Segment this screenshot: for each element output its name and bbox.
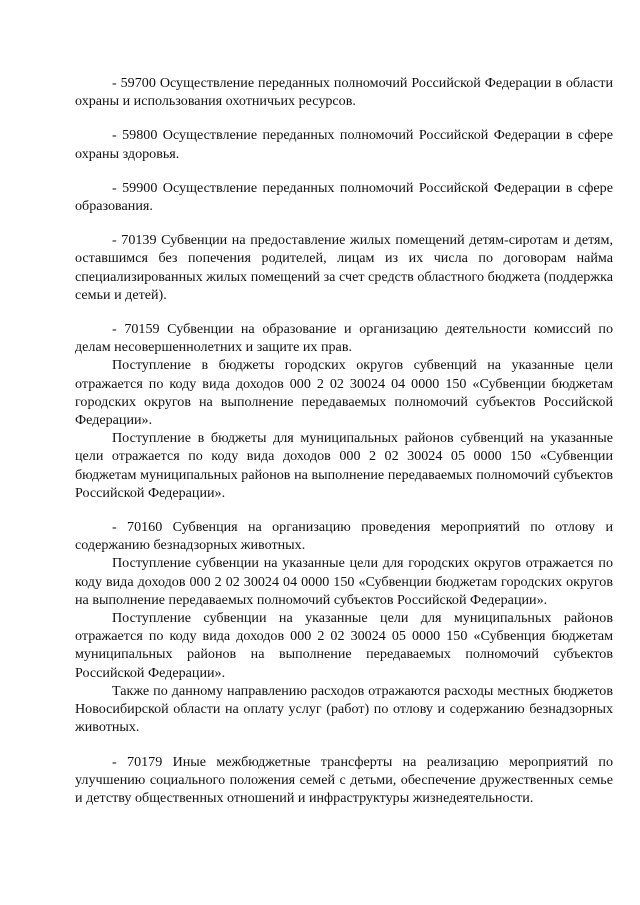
paragraph-70160: - 70160 Субвенция на организацию проведения мероприятий по отлову и содержанию безнадзорных животных. [75,519,613,554]
paragraph-70159-municipal-districts: Поступление в бюджеты для муниципальных районов субвенций на указанные цели отражается по коду вида доходов 000 2 02 30024 05 0000 150 «Субвенции бюджетам муниципальных районов на выполнение передаваемых полномочий субъектов Российской Федерации». [75,430,613,501]
paragraph-70160-urban-districts: Поступление субвенции на указанные цели для городских округов отражается по коду вида доходов 000 2 02 30024 04 0000 150 «Субвенции бюджетам городских округов на выполнение передаваемых полномочий субъектов Российской Федерации». [75,555,613,608]
paragraph-70160-municipal-districts: Поступление субвенции на указанные цели для муниципальных районов отражается по коду вида доходов 000 2 02 30024 05 0000 150 «Субвенция бюджетам муниципальных районов на выполнение передаваемых полномочий субъектов Российской Федерации». [75,610,613,681]
paragraph-59900: - 59900 Осуществление переданных полномочий Российской Федерации в сфере образования. [75,179,613,215]
paragraph-70160-local-budgets: Также по данному направлению расходов отражаются расходы местных бюджетов Новосибирской области на оплату услуг (работ) по отлову и содержанию безнадзорных животных. [75,682,613,736]
paragraph-70179: - 70179 Иные межбюджетные трансферты на реализацию мероприятий по улучшению социального положения семей с детьми, обеспечение дружественных семье и детству общественных отношений и инфраструктуры жизнедеятельности. [75,753,613,806]
paragraph-70159: - 70159 Субвенции на образование и организацию деятельности комиссий по делам несовершеннолетних и защите их прав. [75,321,613,356]
paragraph-70159-urban-districts: Поступление в бюджеты городских округов субвенций на указанные цели отражается по коду вида доходов 000 2 02 30024 04 0000 150 «Субвенции бюджетам городских округов на выполнение передаваемых полномочий субъектов Российской Федерации». [75,357,613,429]
paragraph-59700: - 59700 Осуществление переданных полномочий Российской Федерации в области охраны и использования охотничьих ресурсов. [75,75,613,110]
paragraph-59800: - 59800 Осуществление переданных полномочий Российской Федерации в сфере охраны здоровья. [75,127,613,162]
document-page [75,74,613,807]
paragraph-70139: - 70139 Субвенции на предоставление жилых помещений детям-сиротам и детям, оставшимся без попечения родителей, лицам из их числа по договорам найма специализированных жилых помещений за счет средств областного бюджета (поддержка семьи и детей). [75,232,613,303]
